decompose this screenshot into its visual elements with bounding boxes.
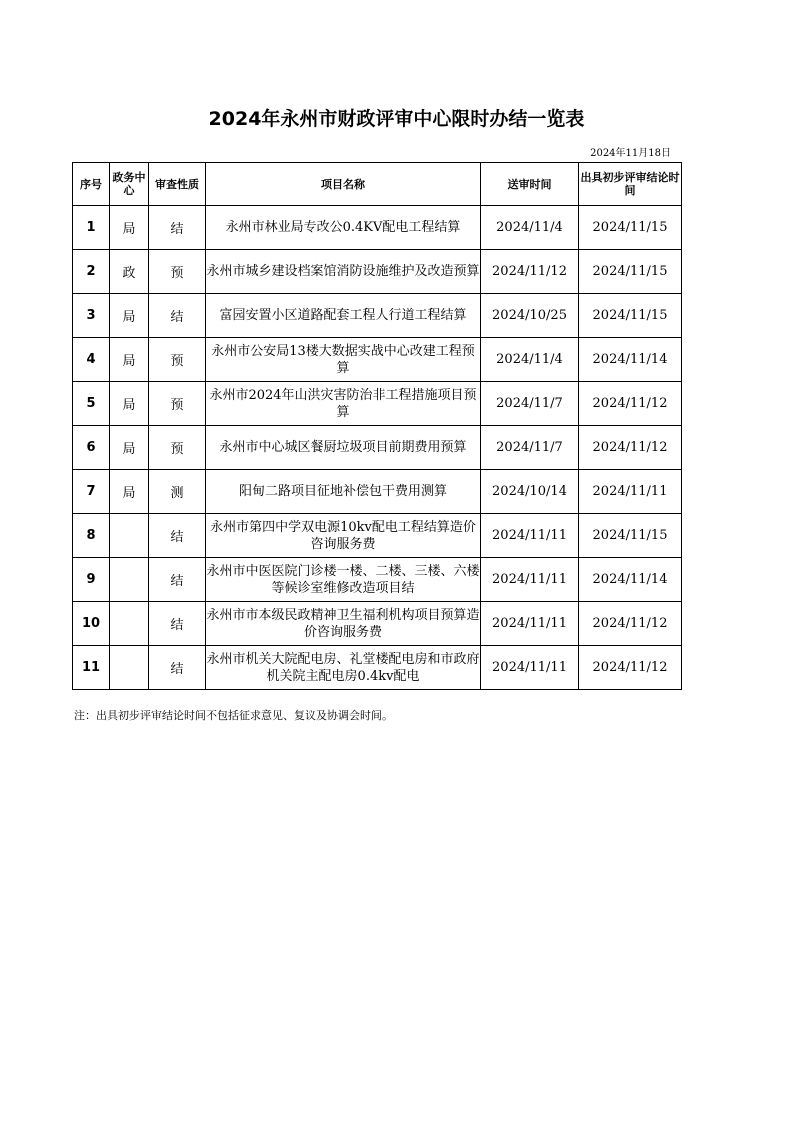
row-no: 4 bbox=[73, 338, 110, 382]
row-center bbox=[110, 514, 149, 558]
row-result-time: 2024/11/15 bbox=[579, 250, 682, 294]
row-submit-time: 2024/10/14 bbox=[481, 470, 579, 514]
row-submit-time: 2024/11/11 bbox=[481, 558, 579, 602]
row-project-name: 永州市第四中学双电源10kv配电工程结算造价咨询服务费 bbox=[210, 519, 476, 552]
row-no: 9 bbox=[73, 558, 110, 602]
row-project-name-cell bbox=[206, 206, 481, 250]
row-result-time: 2024/11/15 bbox=[579, 514, 682, 558]
row-center: 政 bbox=[110, 250, 149, 294]
row-project-name: 阳甸二路项目征地补偿包干费用测算 bbox=[238, 484, 447, 499]
row-result-time: 2024/11/12 bbox=[579, 646, 682, 690]
row-type: 预 bbox=[149, 338, 206, 382]
row-center: 局 bbox=[110, 382, 149, 426]
row-project-name: 永州市中医医院门诊楼一楼、二楼、三楼、六楼等候诊室维修改造项目结 bbox=[206, 563, 480, 596]
row-submit-time: 2024/11/7 bbox=[481, 382, 579, 426]
row-result-time: 2024/11/15 bbox=[579, 206, 682, 250]
row-result-time: 2024/11/15 bbox=[579, 294, 682, 338]
table-row bbox=[73, 514, 682, 558]
row-center: 局 bbox=[110, 294, 149, 338]
header-center: 政务中心 bbox=[110, 163, 149, 206]
row-center: 局 bbox=[110, 426, 149, 470]
row-project-name-cell bbox=[206, 294, 481, 338]
table-row bbox=[73, 382, 682, 426]
row-type: 结 bbox=[149, 646, 206, 690]
row-center bbox=[110, 602, 149, 646]
row-project-name-cell bbox=[206, 470, 481, 514]
table-row bbox=[73, 426, 682, 470]
row-submit-time: 2024/10/25 bbox=[481, 294, 579, 338]
row-no: 6 bbox=[73, 426, 110, 470]
row-result-time: 2024/11/14 bbox=[579, 338, 682, 382]
row-project-name: 永州市城乡建设档案馆消防设施维护及改造预算 bbox=[206, 264, 480, 279]
table-row bbox=[73, 250, 682, 294]
row-submit-time: 2024/11/4 bbox=[481, 338, 579, 382]
row-no: 5 bbox=[73, 382, 110, 426]
row-center bbox=[110, 558, 149, 602]
row-project-name-cell bbox=[206, 426, 481, 470]
row-type: 测 bbox=[149, 470, 206, 514]
row-project-name: 永州市林业局专改公0.4KV配电工程结算 bbox=[225, 220, 461, 235]
row-project-name-cell bbox=[206, 338, 481, 382]
table-row bbox=[73, 338, 682, 382]
row-project-name: 永州市公安局13楼大数据实战中心改建工程预算 bbox=[211, 343, 475, 376]
row-type: 预 bbox=[149, 250, 206, 294]
row-result-time: 2024/11/11 bbox=[579, 470, 682, 514]
table-row bbox=[73, 294, 682, 338]
row-center bbox=[110, 646, 149, 690]
row-no: 7 bbox=[73, 470, 110, 514]
table-row bbox=[73, 558, 682, 602]
row-project-name: 永州市机关大院配电房、礼堂楼配电房和市政府机关院主配电房0.4kv配电 bbox=[206, 651, 480, 684]
row-submit-time: 2024/11/12 bbox=[481, 250, 579, 294]
row-result-time: 2024/11/12 bbox=[579, 602, 682, 646]
table-header-row bbox=[73, 163, 682, 206]
row-no: 3 bbox=[73, 294, 110, 338]
row-project-name-cell bbox=[206, 514, 481, 558]
header-type: 审查性质 bbox=[149, 163, 206, 206]
row-result-time: 2024/11/12 bbox=[579, 382, 682, 426]
row-project-name-cell bbox=[206, 602, 481, 646]
row-project-name-cell bbox=[206, 250, 481, 294]
row-submit-time: 2024/11/7 bbox=[481, 426, 579, 470]
row-type: 预 bbox=[149, 382, 206, 426]
row-result-time: 2024/11/12 bbox=[579, 426, 682, 470]
row-submit-time: 2024/11/11 bbox=[481, 602, 579, 646]
row-project-name-cell bbox=[206, 646, 481, 690]
row-type: 结 bbox=[149, 294, 206, 338]
row-type: 预 bbox=[149, 426, 206, 470]
row-project-name-cell bbox=[206, 382, 481, 426]
row-no: 1 bbox=[73, 206, 110, 250]
row-type: 结 bbox=[149, 206, 206, 250]
header-submit-time: 送审时间 bbox=[481, 163, 579, 206]
row-project-name: 永州市市本级民政精神卫生福利机构项目预算造价咨询服务费 bbox=[206, 607, 480, 640]
row-submit-time: 2024/11/11 bbox=[481, 514, 579, 558]
row-project-name: 富园安置小区道路配套工程人行道工程结算 bbox=[219, 308, 467, 323]
row-type: 结 bbox=[149, 558, 206, 602]
row-no: 10 bbox=[73, 602, 110, 646]
header-no: 序号 bbox=[73, 163, 110, 206]
row-center: 局 bbox=[110, 470, 149, 514]
row-no: 11 bbox=[73, 646, 110, 690]
report-date: 2024年11月18日 bbox=[590, 148, 671, 159]
row-center: 局 bbox=[110, 338, 149, 382]
row-no: 8 bbox=[73, 514, 110, 558]
row-project-name: 永州市2024年山洪灾害防治非工程措施项目预算 bbox=[209, 387, 477, 420]
footnote: 注：出具初步评审结论时间不包括征求意见、复议及协调会时间。 bbox=[74, 709, 393, 722]
row-submit-time: 2024/11/11 bbox=[481, 646, 579, 690]
table-row bbox=[73, 470, 682, 514]
row-result-time: 2024/11/14 bbox=[579, 558, 682, 602]
row-type: 结 bbox=[149, 514, 206, 558]
page-title: 2024年永州市财政评审中心限时办结一览表 bbox=[208, 108, 585, 130]
table-row bbox=[73, 646, 682, 690]
table-row bbox=[73, 206, 682, 250]
result-table bbox=[72, 162, 682, 690]
header-result-time: 出具初步评审结论时间 bbox=[579, 163, 682, 206]
row-project-name-cell bbox=[206, 558, 481, 602]
row-type: 结 bbox=[149, 602, 206, 646]
row-project-name: 永州市中心城区餐厨垃圾项目前期费用预算 bbox=[219, 440, 467, 455]
table-row bbox=[73, 602, 682, 646]
row-center: 局 bbox=[110, 206, 149, 250]
row-no: 2 bbox=[73, 250, 110, 294]
header-project: 项目名称 bbox=[206, 163, 481, 206]
row-submit-time: 2024/11/4 bbox=[481, 206, 579, 250]
